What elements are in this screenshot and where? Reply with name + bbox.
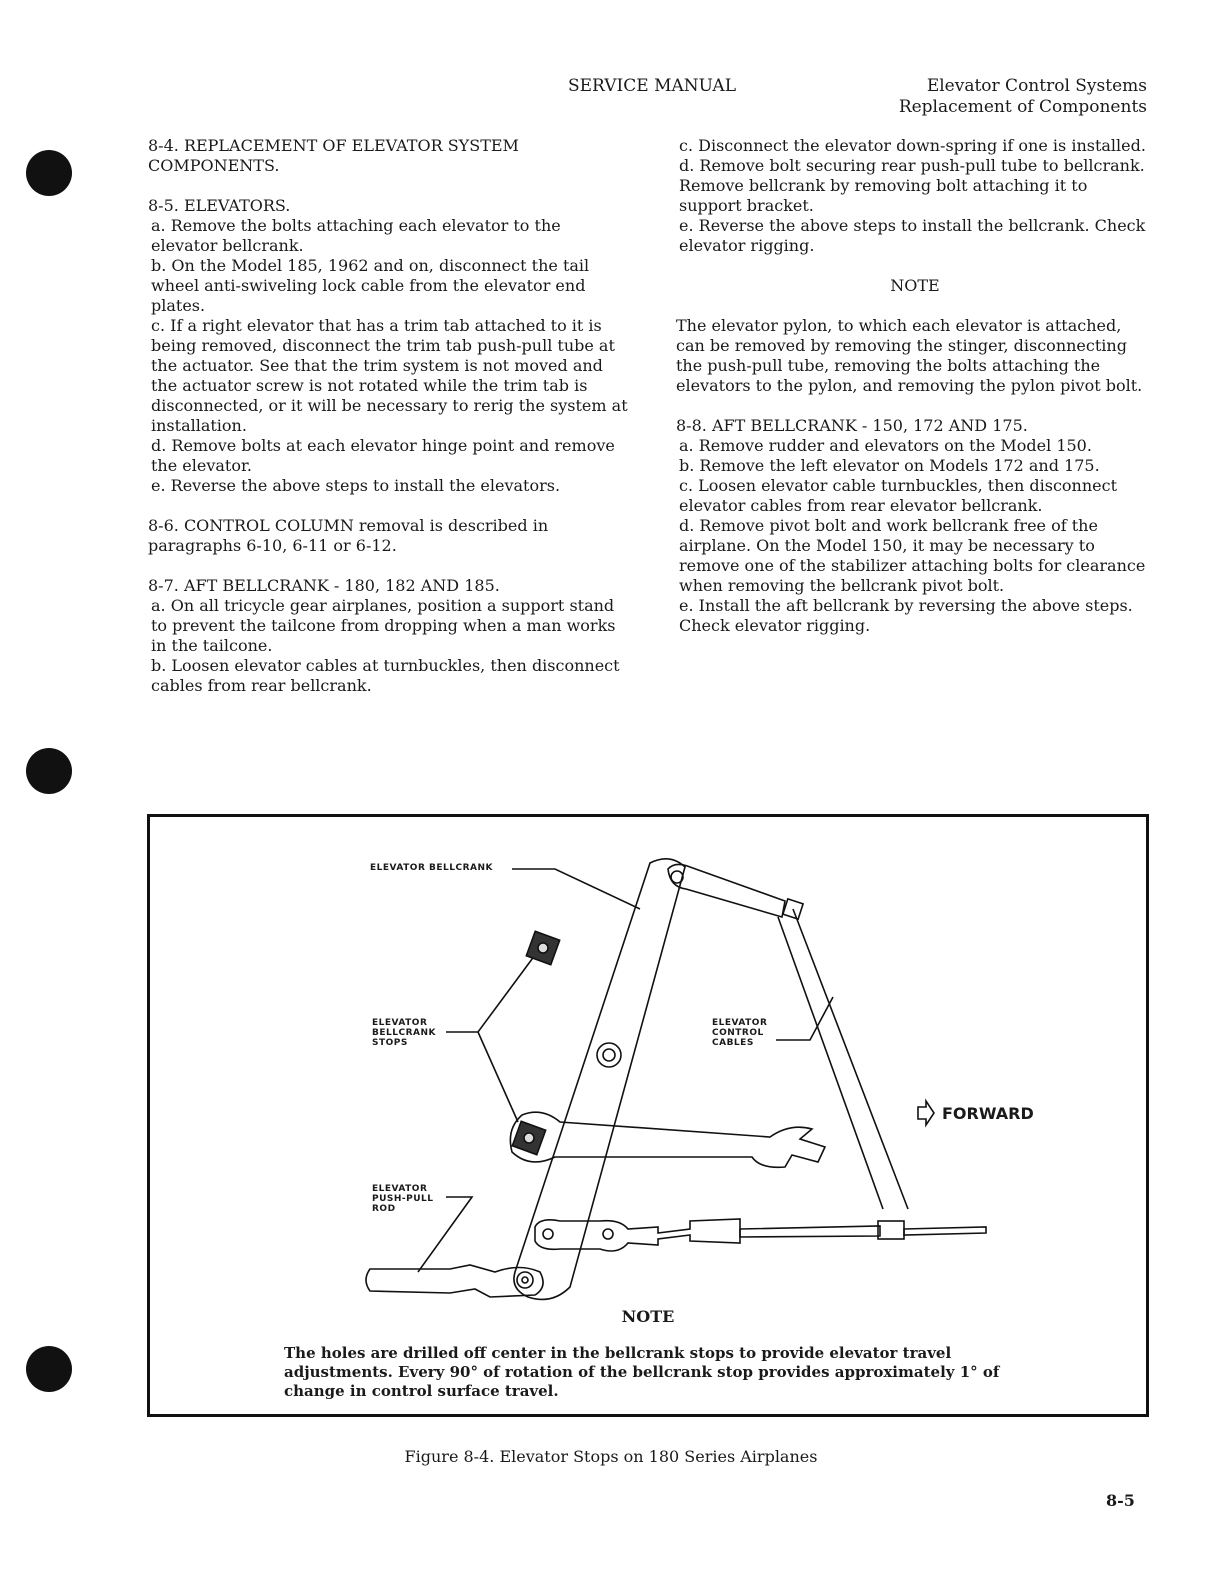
header-section-title xyxy=(899,76,1147,118)
control-cable-2 xyxy=(793,909,908,1209)
heading-8-7: 8-7. AFT BELLCRANK - 180, 182 AND 185. xyxy=(148,576,500,595)
cable-turnbuckle xyxy=(535,1219,740,1251)
binder-hole xyxy=(26,748,72,794)
note-body: The elevator pylon, to which each elevator is attached, can be removed by removing the stinger, disconnecting the push-pull tube, removing the bolts attaching the elevators to the pylon, and removing the pylon pivot bolt. xyxy=(676,316,1143,395)
control-cable-1 xyxy=(778,917,883,1209)
label-push-pull-rod: ELEVATOR PUSH-PULL ROD xyxy=(372,1184,434,1214)
paragraph-8-6: 8-6. CONTROL COLUMN removal is described in paragraphs 6-10, 6-11 or 6-12. xyxy=(148,516,549,555)
step-8-7-e: e. Reverse the above steps to install the bellcrank. Check elevator rigging. xyxy=(679,216,1146,255)
label-control-cables: ELEVATOR CONTROL CABLES xyxy=(712,1018,768,1048)
step-8-8-d: d. Remove pivot bolt and work bellcrank free of the airplane. On the Model 150, it may be necessary to remove one of the stabilizer attaching bolts for clearance when removing the bellcrank pivot bolt. xyxy=(679,516,1146,595)
step-8-8-b: b. Remove the left elevator on Models 172 and 175. xyxy=(679,456,1100,475)
figure-note-body: The holes are drilled off center in the bellcrank stops to provide elevator travel adjustments. Every 90° of rotation of the bellcrank stop provides approximately 1° of change in control surface travel. xyxy=(284,1344,1000,1400)
step-8-7-c: c. Disconnect the elevator down-spring if one is installed. xyxy=(679,136,1146,155)
left-column xyxy=(148,136,630,696)
upper-cable-end xyxy=(668,864,785,917)
pointer-bellcrank xyxy=(512,869,640,909)
figure-note-heading: NOTE xyxy=(621,1307,675,1326)
label-forward: FORWARD xyxy=(942,1104,1034,1123)
header-section-line1: Elevator Control Systems xyxy=(926,76,1147,96)
pointer-cables xyxy=(776,997,833,1040)
label-elevator-bellcrank: ELEVATOR BELLCRANK xyxy=(370,863,493,873)
right-column xyxy=(676,136,1154,636)
note-heading: NOTE xyxy=(890,276,940,295)
step-8-5-e: e. Reverse the above steps to install the elevators. xyxy=(151,476,561,495)
forward-arrow-icon xyxy=(918,1101,934,1125)
header-section-line2: Replacement of Components xyxy=(898,97,1147,117)
step-8-8-a: a. Remove rudder and elevators on the Model 150. xyxy=(679,436,1092,455)
figure-caption: Figure 8-4. Elevator Stops on 180 Series Airplanes xyxy=(404,1447,818,1466)
label-bellcrank-stops: ELEVATOR BELLCRANK STOPS xyxy=(372,1018,436,1048)
step-8-8-e: e. Install the aft bellcrank by reversing the above steps. Check elevator rigging. xyxy=(679,596,1133,635)
heading-8-4-line2: COMPONENTS. xyxy=(148,156,280,175)
step-8-7-a: a. On all tricycle gear airplanes, position a support stand to prevent the tailcone from dropping when a man works in the tailcone. xyxy=(151,596,616,655)
figure-8-4 xyxy=(147,814,1149,1417)
pointer-stops xyxy=(446,955,535,1122)
binder-hole xyxy=(26,1346,72,1392)
header-manual-title: SERVICE MANUAL xyxy=(568,76,736,96)
page-number: 8-5 xyxy=(1106,1491,1135,1510)
binder-hole xyxy=(26,150,72,196)
bellcrank-pivot-hole xyxy=(597,1043,621,1067)
heading-8-5: 8-5. ELEVATORS. xyxy=(148,196,291,215)
step-8-8-c: c. Loosen elevator cable turnbuckles, then disconnect elevator cables from rear elevator bellcrank. xyxy=(679,476,1118,515)
wrench xyxy=(510,1112,825,1167)
heading-8-4-line1: 8-4. REPLACEMENT OF ELEVATOR SYSTEM xyxy=(148,136,519,155)
step-8-7-d: d. Remove bolt securing rear push-pull tube to bellcrank. Remove bellcrank by removing bolt attaching it to support bracket. xyxy=(679,156,1145,215)
step-8-5-c: c. If a right elevator that has a trim tab attached to it is being removed, disconnect the trim tab push-pull tube at the actuator. See that the trim system is not moved and the actuator screw is not rotated while the trim tab is disconnected, or it will be necessary to rerig the system at installation. xyxy=(151,316,628,435)
step-8-5-d: d. Remove bolts at each elevator hinge point and remove the elevator. xyxy=(151,436,615,475)
step-8-7-b: b. Loosen elevator cables at turnbuckles, then disconnect cables from rear bellcrank. xyxy=(151,656,620,695)
step-8-5-a: a. Remove the bolts attaching each elevator to the elevator bellcrank. xyxy=(151,216,561,255)
heading-8-8: 8-8. AFT BELLCRANK - 150, 172 AND 175. xyxy=(676,416,1028,435)
step-8-5-b: b. On the Model 185, 1962 and on, disconnect the tail wheel anti-swiveling lock cable from the elevator end plates. xyxy=(151,256,590,315)
